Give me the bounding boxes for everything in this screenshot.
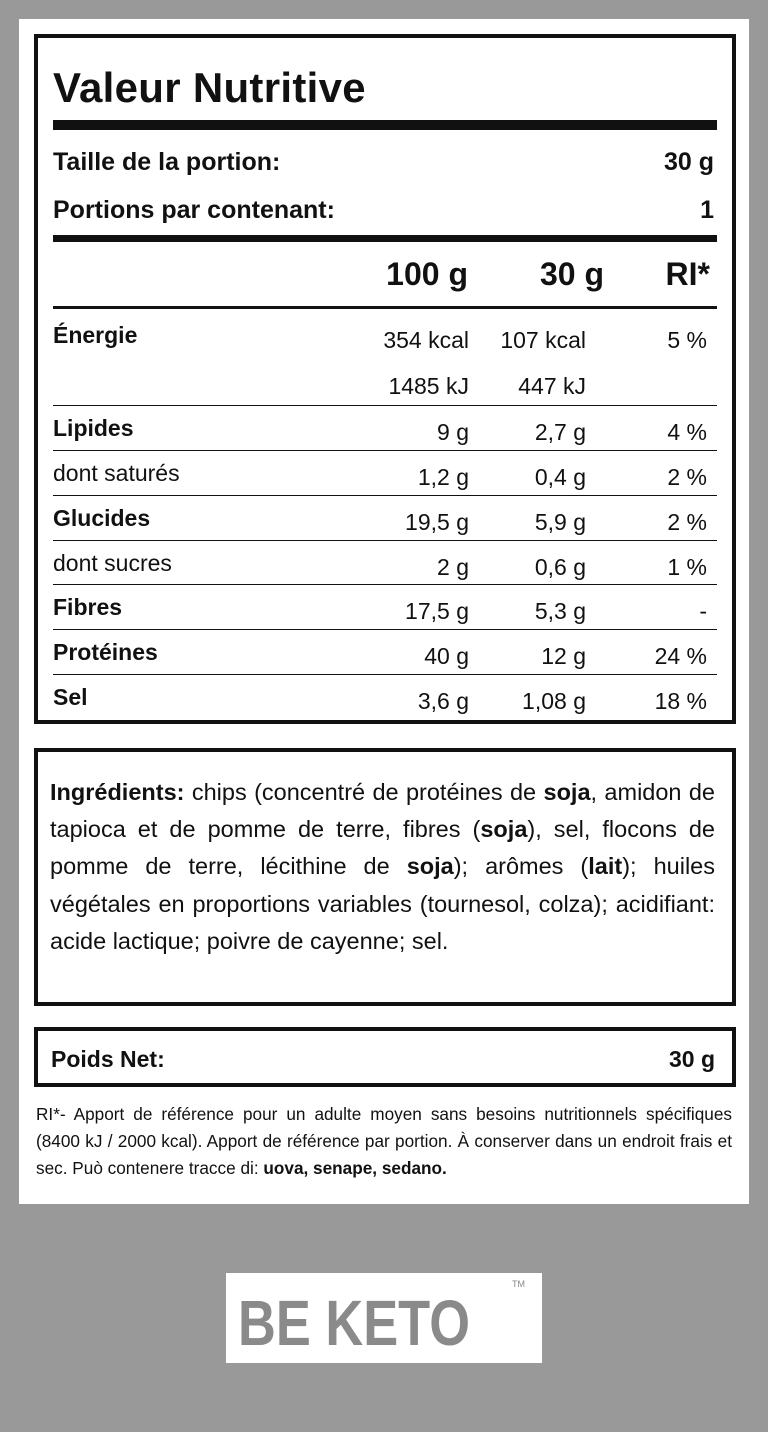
energy-kj-30g: 447 kJ [518, 373, 586, 399]
ingredients-panel [34, 748, 736, 1006]
value-30g: 0,6 g [534, 554, 586, 580]
ingredients-part: chips (concentré de protéines de [184, 779, 544, 805]
value-ri: - [699, 598, 707, 624]
nutrient-row-glucides [53, 496, 717, 541]
serving-size-value: 30 g [663, 148, 714, 176]
ingredients-part: ); arômes ( [453, 853, 589, 880]
value-100g: 19,5 g [405, 509, 469, 535]
value-100g: 2 g [437, 554, 469, 580]
energy-kcal-100g: 354 kcal [383, 327, 469, 353]
servings-label: Portions par contenant: [53, 196, 335, 224]
value-ri: 24 % [654, 643, 707, 669]
logo-wordmark: BE KETO [238, 1287, 470, 1359]
title-rule [53, 120, 717, 130]
value-100g: 9 g [437, 419, 469, 445]
nutrient-row-sucres [53, 541, 717, 586]
nutrient-row-satures [53, 451, 717, 496]
column-header-ri: RI* [665, 256, 710, 292]
ingredients-label: Ingrédients: [50, 779, 185, 805]
header-rule [53, 306, 717, 309]
net-weight-label: Poids Net: [51, 1046, 165, 1072]
allergen-highlight: soja [406, 853, 454, 880]
value-ri: 2 % [667, 464, 707, 490]
value-30g: 5,3 g [534, 598, 586, 624]
serving-size-label: Taille de la portion: [53, 148, 281, 176]
energy-kj-100g: 1485 kJ [388, 373, 469, 399]
ingredients-text [50, 774, 715, 960]
ingredients-part: ), sel, flocons de pomme de terre, lécithine de [50, 816, 715, 880]
value-100g: 40 g [424, 643, 469, 669]
footnote [36, 1101, 732, 1182]
logo-trademark: TM [512, 1279, 525, 1289]
value-ri: 4 % [667, 419, 707, 445]
value-30g: 5,9 g [534, 509, 586, 535]
value-30g: 0,4 g [534, 464, 586, 490]
panel-title: Valeur Nutritive [53, 64, 366, 111]
ingredients-part: ); huiles végétales en proportions variables (tournesol, colza); acidifiant: acide lactique; poivre de cayenne; sel. [50, 853, 715, 954]
allergen-highlight: lait [588, 853, 623, 880]
value-30g: 1,08 g [522, 688, 586, 714]
brand-logo-graphic [226, 1273, 542, 1363]
servings-value: 1 [700, 196, 714, 224]
net-weight-value: 30 g [668, 1046, 715, 1072]
value-30g: 2,7 g [534, 419, 586, 445]
column-header-30g: 30 g [539, 256, 604, 292]
column-header-100g: 100 g [386, 256, 468, 292]
net-weight-panel [34, 1027, 736, 1087]
nutrient-row-lipides [53, 406, 717, 451]
allergen-highlight: soja [543, 779, 591, 805]
nutrient-row-proteines [53, 630, 717, 675]
nutrient-name: Fibres [53, 594, 123, 620]
value-30g: 12 g [541, 643, 586, 669]
value-100g: 1,2 g [417, 464, 469, 490]
brand-logo [226, 1273, 542, 1363]
value-100g: 3,6 g [417, 688, 469, 714]
nutrient-name: Lipides [53, 415, 134, 441]
nutrient-name: Protéines [53, 639, 158, 665]
energy-kcal-30g: 107 kcal [500, 327, 586, 353]
footnote-allergens: uova, senape, sedano. [263, 1158, 447, 1178]
nutrition-facts-panel [34, 34, 736, 724]
serving-size-row [53, 148, 714, 177]
footnote-text: RI*- Apport de référence pour un adulte moyen sans besoins nutritionnels spécifiques (8400 kJ / 2000 kcal). Apport de référence par portion. À conserver dans un endroit frais et sec. Può contenere tracce di: [36, 1104, 732, 1178]
value-100g: 17,5 g [405, 598, 469, 624]
value-ri: 18 % [654, 688, 707, 714]
servings-row [53, 196, 714, 225]
allergen-highlight: soja [480, 816, 528, 843]
nutrient-name: Glucides [53, 505, 151, 531]
nutrient-row-fibres [53, 585, 717, 630]
servings-rule [53, 235, 717, 242]
energy-label: Énergie [53, 322, 138, 348]
net-weight-row [51, 1046, 715, 1073]
value-ri: 1 % [667, 554, 707, 580]
energy-kcal-ri: 5 % [667, 327, 707, 353]
nutrient-name: dont sucres [53, 550, 172, 576]
nutrient-name: dont saturés [53, 460, 180, 486]
value-ri: 2 % [667, 509, 707, 535]
ingredients-part: , amidon de tapioca et de pomme de terre, fibres ( [50, 779, 715, 843]
energy-row [53, 313, 717, 403]
nutrient-row-sel [53, 675, 717, 720]
nutrient-name: Sel [53, 684, 88, 710]
